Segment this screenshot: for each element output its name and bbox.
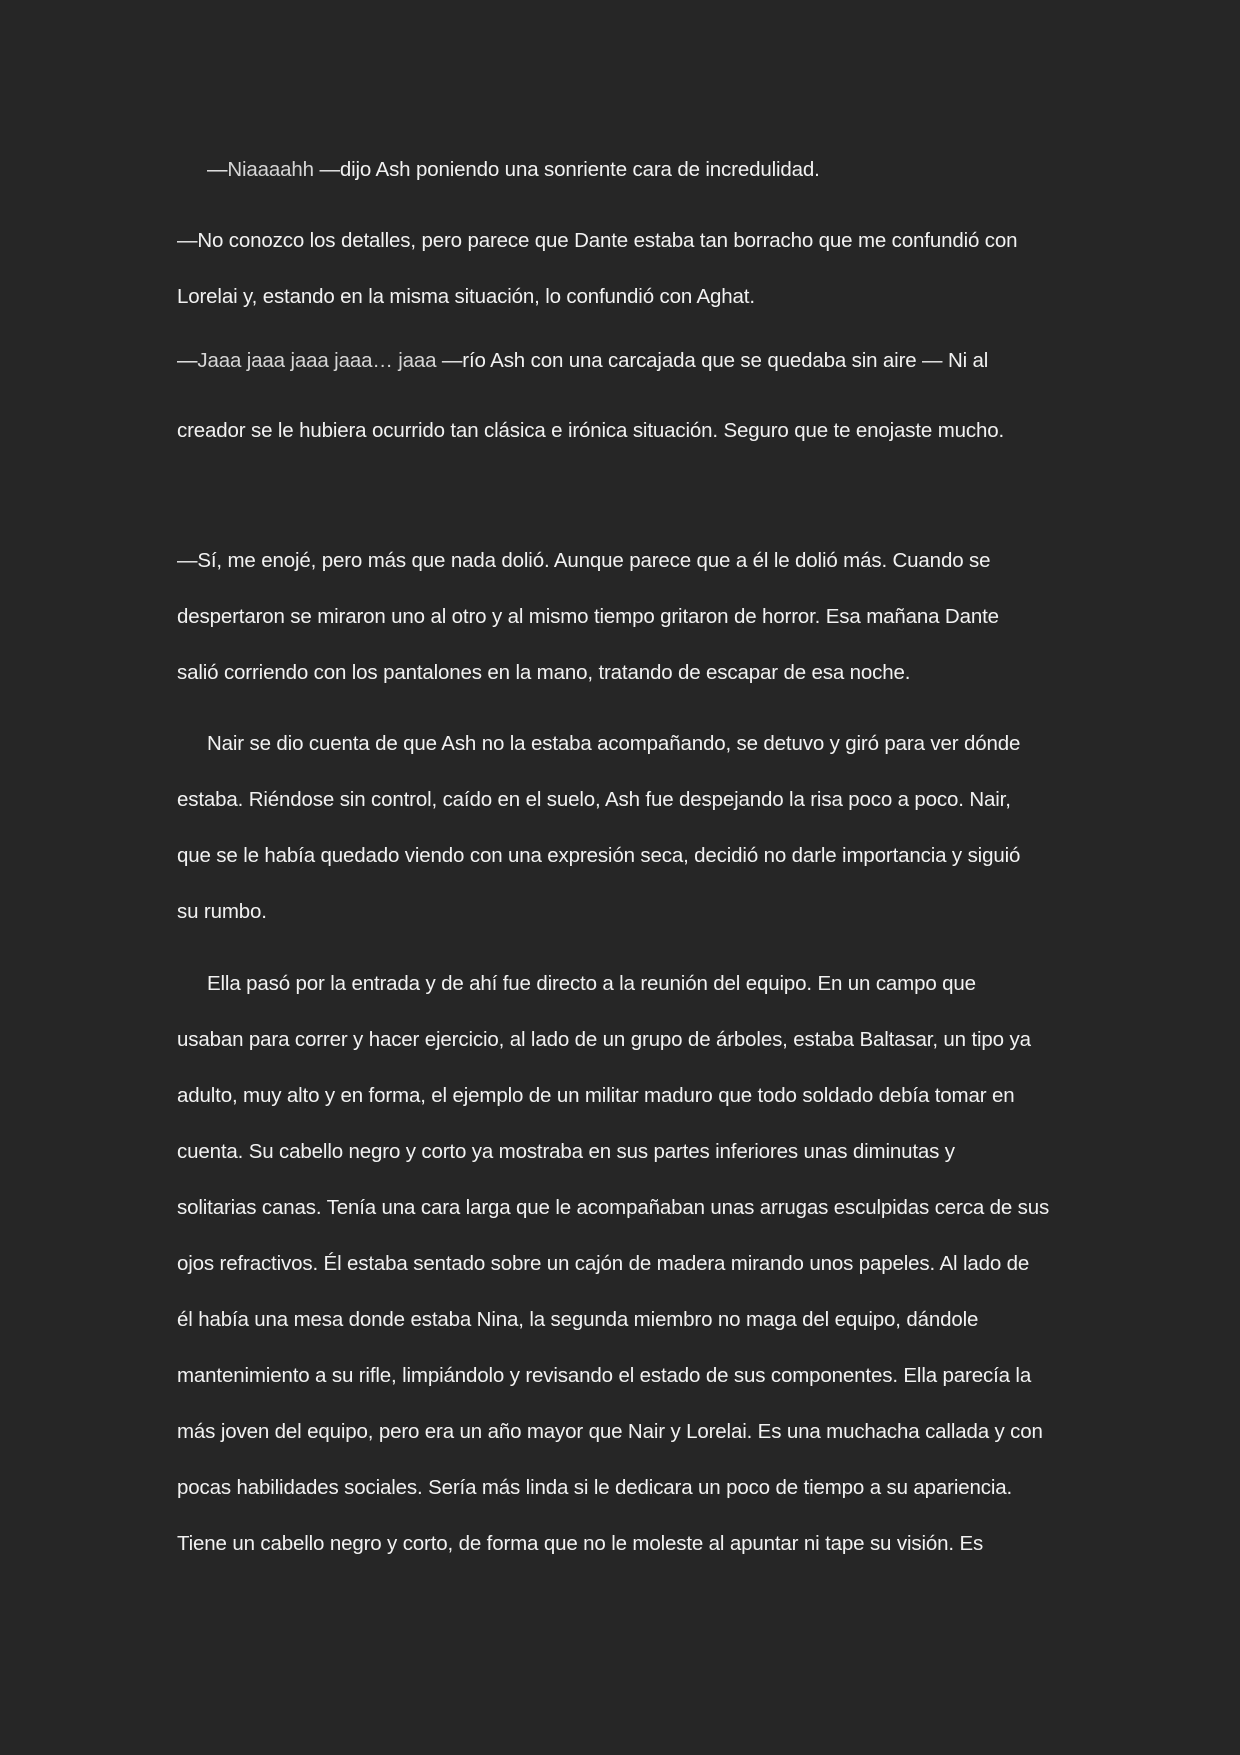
dialogue-dash: — xyxy=(207,158,228,181)
paragraph-5-line-3: que se le había quedado viendo con una expresión seca, decidió no darle importancia y siguió xyxy=(177,844,1021,867)
paragraph-5-line-4: su rumbo. xyxy=(177,900,267,923)
paragraph-5-line-1: Nair se dio cuenta de que Ash no la estaba acompañando, se detuvo y giró para ver dónde xyxy=(207,732,1021,755)
dialogue-dash: — xyxy=(177,349,198,372)
paragraph-4-line-2: despertaron se miraron uno al otro y al mismo tiempo gritaron de horror. Esa mañana Dante xyxy=(177,605,999,628)
paragraph-4-line-3: salió corriendo con los pantalones en la mano, tratando de escapar de esa noche. xyxy=(177,661,911,684)
paragraph-6-line-1: Ella pasó por la entrada y de ahí fue directo a la reunión del equipo. En un campo que xyxy=(207,972,976,995)
paragraph-6-line-5: solitarias canas. Tenía una cara larga que le acompañaban unas arrugas esculpidas cerca de sus xyxy=(177,1196,1050,1219)
paragraph-3-line-1 xyxy=(177,347,988,375)
paragraph-6-line-3: adulto, muy alto y en forma, el ejemplo de un militar maduro que todo soldado debía tomar en xyxy=(177,1084,1015,1107)
paragraph-2-line-2: Lorelai y, estando en la misma situación, lo confundió con Aghat. xyxy=(177,285,755,308)
spoken-text: Niaaaahh xyxy=(227,158,314,181)
paragraph-2-line-1: —No conozco los detalles, pero parece que Dante estaba tan borracho que me confundió con xyxy=(177,229,1018,252)
narration-text: —dijo Ash poniendo una sonriente cara de incredulidad. xyxy=(313,158,820,181)
paragraph-1-line-1 xyxy=(207,156,820,184)
paragraph-6-line-11: Tiene un cabello negro y corto, de forma que no le moleste al apuntar ni tape su visión. Es xyxy=(177,1532,984,1555)
paragraph-6-line-9: más joven del equipo, pero era un año mayor que Nair y Lorelai. Es una muchacha callada y con xyxy=(177,1420,1043,1443)
paragraph-3-line-2: creador se le hubiera ocurrido tan clásica e irónica situación. Seguro que te enojaste mucho. xyxy=(177,419,1005,442)
narration-text: —río Ash con una carcajada que se quedaba sin aire — Ni al xyxy=(436,349,989,372)
paragraph-6-line-6: ojos refractivos. Él estaba sentado sobre un cajón de madera mirando unos papeles. Al lado de xyxy=(177,1252,1030,1275)
spoken-text: Jaaa jaaa jaaa jaaa… jaaa xyxy=(197,349,437,372)
paragraph-6-line-10: pocas habilidades sociales. Sería más linda si le dedicara un poco de tiempo a su apariencia. xyxy=(177,1476,1013,1499)
paragraph-6-line-4: cuenta. Su cabello negro y corto ya mostraba en sus partes inferiores unas diminutas y xyxy=(177,1140,955,1163)
paragraph-6-line-2: usaban para correr y hacer ejercicio, al lado de un grupo de árboles, estaba Baltasar, un tipo ya xyxy=(177,1028,1031,1051)
paragraph-6-line-7: él había una mesa donde estaba Nina, la segunda miembro no maga del equipo, dándole xyxy=(177,1308,979,1331)
paragraph-6-line-8: mantenimiento a su rifle, limpiándolo y revisando el estado de sus componentes. Ella parecía la xyxy=(177,1364,1032,1387)
paragraph-5-line-2: estaba. Riéndose sin control, caído en el suelo, Ash fue despejando la risa poco a poco. Nair, xyxy=(177,788,1011,811)
paragraph-4-line-1: —Sí, me enojé, pero más que nada dolió. Aunque parece que a él le dolió más. Cuando se xyxy=(177,549,991,572)
